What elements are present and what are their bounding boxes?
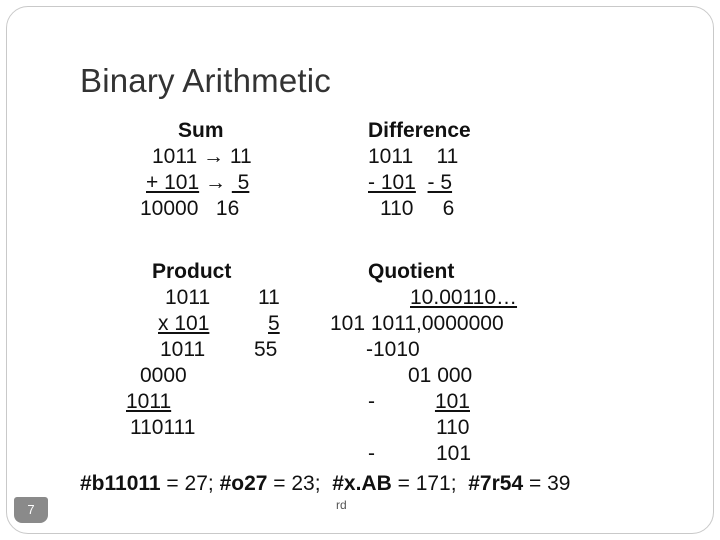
product-line-1: 1011: [165, 286, 211, 309]
sum-heading: Sum: [178, 119, 224, 142]
sum-arrow: →: [199, 171, 232, 194]
product-line-3: 1011: [160, 338, 206, 361]
product-line-6: 110111: [130, 416, 196, 439]
quotient-line-5: 101: [434, 390, 470, 413]
quotient-line-2: 101 1011,0000000: [330, 312, 504, 335]
difference-gap: [416, 171, 428, 194]
product-line-2: x 101: [158, 312, 210, 335]
octal-value: = 23;: [267, 472, 327, 495]
octal-literal: #o27: [219, 472, 268, 495]
quotient-line-6: 110: [436, 416, 470, 439]
quotient-line-5-sign: -: [368, 390, 375, 413]
hex-value: = 171;: [391, 472, 469, 495]
product-line-2-decimal: 5: [268, 312, 280, 335]
difference-subtrahend-decimal: - 5: [427, 171, 453, 194]
product-line-4: 0000: [140, 364, 187, 387]
slide-number: 7: [14, 497, 48, 523]
sum-line-2: [146, 170, 249, 196]
hex-literal: #x.AB: [326, 472, 392, 495]
sum-line-1: 1011 → 11: [152, 145, 252, 168]
slide-title: Binary Arithmetic: [80, 62, 331, 99]
quotient-line-7: 101: [436, 442, 472, 465]
radix-notation-examples: [80, 472, 570, 496]
radix7-value: = 39: [523, 472, 571, 495]
quotient-line-4: 01 000: [408, 364, 473, 387]
difference-line-1: 1011 11: [368, 145, 459, 168]
quotient-line-1: 10.00110…: [410, 286, 518, 309]
sum-addend: + 101: [146, 171, 200, 194]
author-initials: rd: [336, 498, 347, 512]
product-heading: Product: [152, 260, 232, 283]
quotient-line-3: -1010: [366, 338, 420, 361]
difference-subtrahend: - 101: [368, 171, 416, 194]
radix7-literal: #7r54: [468, 472, 524, 495]
quotient-heading: Quotient: [368, 260, 455, 283]
sum-addend-decimal: 5: [231, 171, 250, 194]
difference-heading: Difference: [368, 119, 471, 142]
difference-line-3: 110 6: [380, 197, 455, 220]
sum-line-3: 10000 16: [140, 197, 240, 220]
quotient-line-7-sign: -: [368, 442, 375, 465]
product-line-3-decimal: 55: [254, 338, 278, 361]
binary-value: = 27;: [160, 472, 220, 495]
product-line-1-decimal: 11: [258, 286, 280, 309]
binary-literal: #b11011: [80, 472, 161, 495]
product-line-5: 1011: [126, 390, 172, 413]
difference-line-2: [368, 170, 452, 196]
